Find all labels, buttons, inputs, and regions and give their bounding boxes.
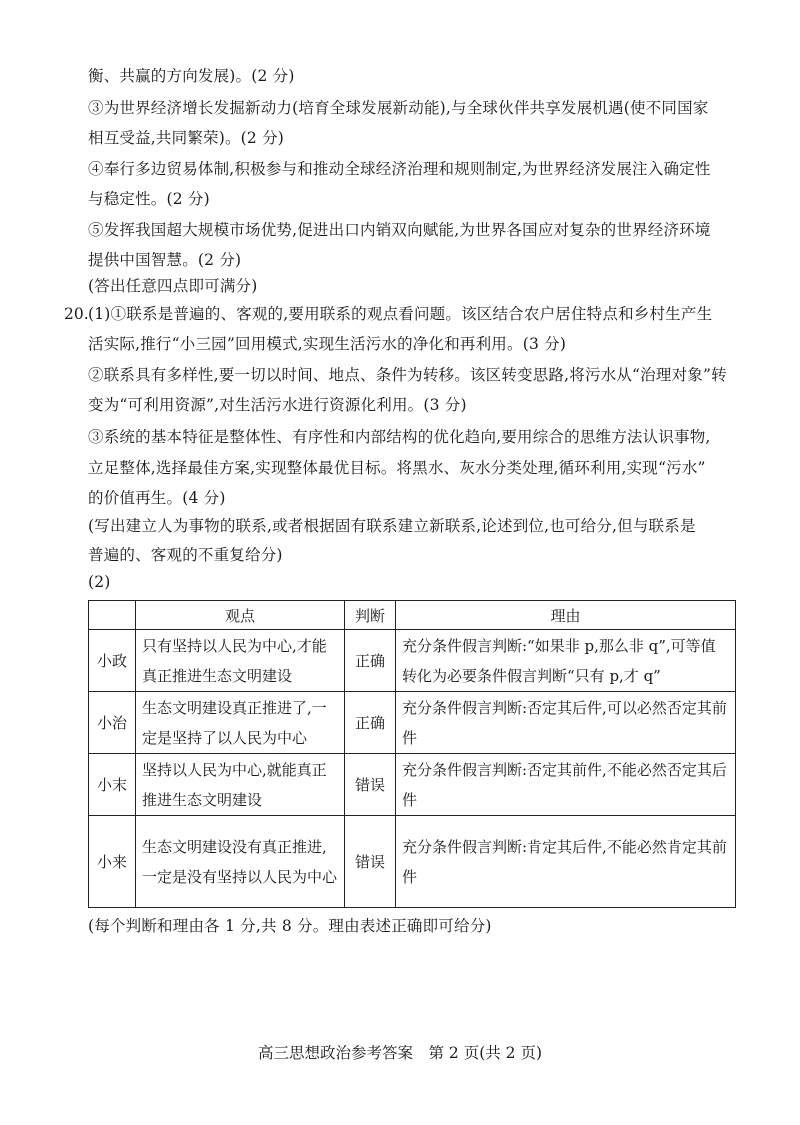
table-row — [89, 754, 736, 816]
text-line: 活实际,推行“小三园”回用模式,实现生活污水的净化和再利用。(3 分) — [88, 335, 567, 353]
table-cell-person: 小治 — [89, 692, 136, 754]
table-cell-view: 只有坚持以人民为中心,才能真正推进生态文明建设 — [136, 630, 345, 692]
text-line: (1)①联系是普遍的、客观的,要用联系的观点看问题。该区结合农户居住特点和乡村生产生 — [88, 305, 713, 323]
table-cell-view: 生态文明建设没有真正推进,一定是没有坚持以人民为中心 — [136, 816, 345, 908]
question-number: 20. — [64, 305, 89, 323]
text-line: ③为世界经济增长发掘新动力(培育全球发展新动能),与全球伙伴共享发展机遇(使不同国家 — [88, 99, 709, 117]
table-header-cell: 观点 — [136, 601, 345, 630]
text-line: 提供中国智慧。(2 分) — [88, 251, 242, 269]
table-header-cell: 理由 — [396, 601, 736, 630]
table-cell-judgment: 错误 — [345, 816, 396, 908]
text-line: 衡、共赢的方向发展)。(2 分) — [88, 67, 295, 85]
table-cell-judgment: 错误 — [345, 754, 396, 816]
text-line: 普遍的、客观的不重复给分) — [88, 546, 283, 564]
text-line: 的价值再生。(4 分) — [88, 489, 226, 507]
text-line: ②联系具有多样性,要一切以时间、地点、条件为转移。该区转变思路,将污水从“治理对象”转 — [88, 366, 727, 384]
text-line: 立足整体,选择最佳方案,实现整体最优目标。将黑水、灰水分类处理,循环利用,实现“污水” — [88, 459, 706, 477]
table-cell-person: 小政 — [89, 630, 136, 692]
table-cell-judgment: 正确 — [345, 630, 396, 692]
scoring-note: (每个判断和理由各 1 分,共 8 分。理由表述正确即可给分) — [88, 917, 492, 935]
table-row — [89, 630, 736, 692]
text-line: (2) — [88, 573, 111, 591]
table-header-row — [89, 601, 736, 630]
table-cell-reason: 充分条件假言判断:肯定其后件,不能必然肯定其前件 — [396, 816, 736, 908]
table-cell-reason: 充分条件假言判断:否定其前件,不能必然否定其后件 — [396, 754, 736, 816]
table-cell-person: 小末 — [89, 754, 136, 816]
table-cell-judgment: 正确 — [345, 692, 396, 754]
text-line: (答出任意四点即可满分) — [88, 277, 258, 295]
table-cell-view: 坚持以人民为中心,就能真正推进生态文明建设 — [136, 754, 345, 816]
text-line: 相互受益,共同繁荣)。(2 分) — [88, 129, 285, 147]
table-cell-person: 小来 — [89, 816, 136, 908]
table-cell-reason: 充分条件假言判断:“如果非 p,那么非 q”,可等值转化为必要条件假言判断“只有 p,才 q” — [396, 630, 736, 692]
text-line: ③系统的基本特征是整体性、有序性和内部结构的优化趋向,要用综合的思维方法认识事物, — [88, 428, 711, 446]
text-line: 变为“可利用资源”,对生活污水进行资源化利用。(3 分) — [88, 396, 467, 414]
table-header-cell — [89, 601, 136, 630]
table-row — [89, 816, 736, 908]
table-cell-view: 生态文明建设真正推进了,一定是坚持了以人民为中心 — [136, 692, 345, 754]
page-footer: 高三思想政治参考答案 第 2 页(共 2 页) — [257, 1044, 543, 1062]
table-cell-reason: 充分条件假言判断:否定其后件,可以必然否定其前件 — [396, 692, 736, 754]
table-header-cell: 判断 — [345, 601, 396, 630]
text-line: (写出建立人为事物的联系,或者根据固有联系建立新联系,论述到位,也可给分,但与联系是 — [88, 517, 696, 535]
text-line: 与稳定性。(2 分) — [88, 190, 210, 208]
text-line: ④奉行多边贸易体制,积极参与和推动全球经济治理和规则制定,为世界经济发展注入确定性 — [88, 160, 711, 178]
table-row — [89, 692, 736, 754]
text-line: ⑤发挥我国超大规模市场优势,促进出口内销双向赋能,为世界各国应对复杂的世界经济环境 — [88, 221, 711, 239]
judgment-table — [88, 600, 736, 908]
